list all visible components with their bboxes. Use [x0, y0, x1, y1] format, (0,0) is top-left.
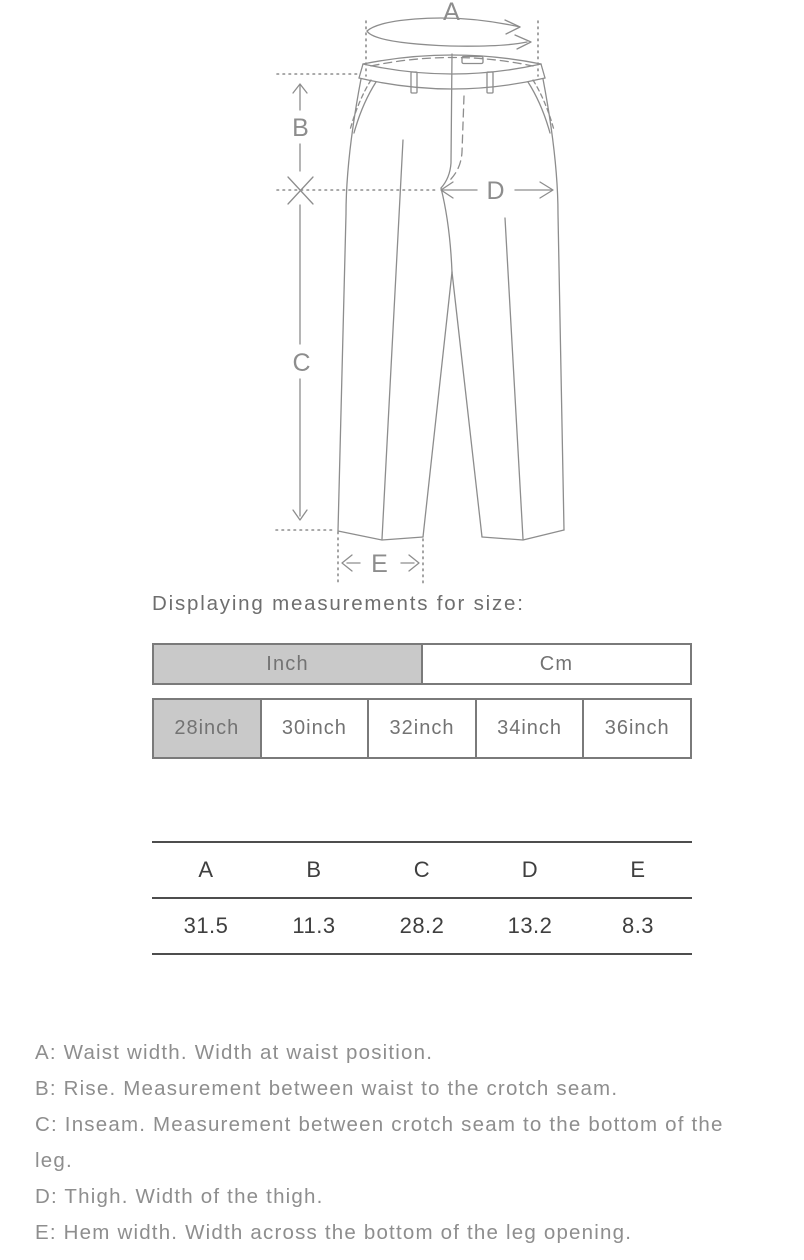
- measurement-table-value-row: [152, 899, 692, 953]
- pants-measurement-diagram: [0, 0, 804, 588]
- measurement-table-header-row: [152, 843, 692, 899]
- diagram-label-c: C: [292, 349, 312, 377]
- unit-tab-bar: [152, 643, 692, 685]
- measure-b-c-lines: [276, 74, 437, 530]
- value-a: 31.5: [183, 913, 229, 938]
- size-tab-bar: [152, 698, 692, 759]
- size-tab-34inch[interactable]: 34inch: [475, 700, 583, 757]
- column-header-b: B: [306, 857, 322, 882]
- legend-item-a: A: Waist width. Width at waist position.: [35, 1041, 434, 1064]
- belt-loop-right: [487, 72, 493, 93]
- belt-loop-left: [411, 72, 417, 93]
- unit-tab-inch[interactable]: Inch: [154, 645, 421, 683]
- column-header-e: E: [630, 857, 646, 882]
- value-e: 8.3: [621, 913, 655, 938]
- diagram-label-b: B: [292, 114, 310, 142]
- legend-item-b: B: Rise. Measurement between waist to the crotch seam.: [35, 1077, 619, 1100]
- diagram-label-e: E: [371, 550, 389, 578]
- diagram-label-d: D: [486, 177, 506, 205]
- value-d: 13.2: [507, 913, 553, 938]
- measurement-table: [152, 841, 692, 955]
- size-tab-36inch[interactable]: 36inch: [582, 700, 690, 757]
- column-header-c: C: [413, 857, 431, 882]
- column-header-a: A: [198, 857, 214, 882]
- size-display-heading: Displaying measurements for size:: [152, 592, 525, 615]
- fly-seam: [441, 54, 464, 272]
- legend-item-c: C: Inseam. Measurement between crotch seam to the bottom of the leg.: [35, 1113, 724, 1172]
- pants-diagram-svg: [0, 0, 804, 588]
- value-b: 11.3: [292, 913, 336, 938]
- legend-item-e: E: Hem width. Width across the bottom of the leg opening.: [35, 1221, 633, 1244]
- unit-tab-cm[interactable]: Cm: [421, 645, 690, 683]
- size-tab-30inch[interactable]: 30inch: [260, 700, 368, 757]
- measurement-legend: [35, 1035, 745, 1251]
- column-header-d: D: [521, 857, 539, 882]
- value-c: 28.2: [399, 913, 445, 938]
- size-tab-28inch[interactable]: 28inch: [154, 700, 260, 757]
- size-tab-32inch[interactable]: 32inch: [367, 700, 475, 757]
- legend-item-d: D: Thigh. Width of the thigh.: [35, 1185, 324, 1208]
- diagram-label-a: A: [443, 0, 461, 26]
